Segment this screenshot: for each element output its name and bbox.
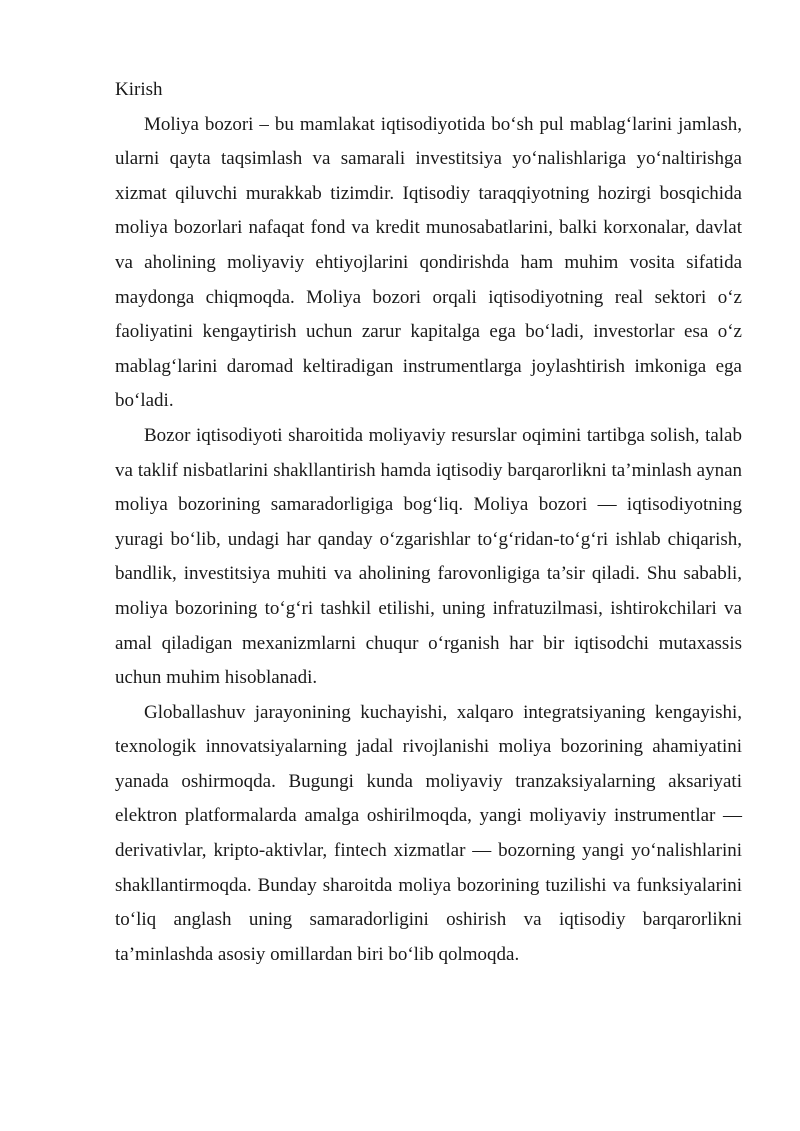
paragraph-2: Bozor iqtisodiyoti sharoitida moliyaviy resurslar oqimini tartibga solish, talab va taklif nisbatlarini shakllantirish hamda iqtisodiy barqarorlikni ta’minlash aynan moliya bozorining samaradorligiga bog‘liq. Moliya bozori — iqtisodiyotning yuragi bo‘lib, undagi har qanday o‘zgarishlar to‘g‘ridan-to‘g‘ri ishlab chiqarish, bandlik, investitsiya muhiti va aholining farovonligiga ta’sir qiladi. Shu sababli, moliya bozorining to‘g‘ri tashkil etilishi, uning infratuzilmasi, ishtirokchilari va amal qiladigan mexanizmlarni chuqur o‘rganish har bir iqtisodchi mutaxassis uchun muhim hisoblanadi. (115, 424, 742, 689)
document-body (115, 73, 742, 972)
section-heading: Kirish (115, 79, 163, 100)
paragraph-1: Moliya bozori – bu mamlakat iqtisodiyotida bo‘sh pul mablag‘larini jamlash, ularni qayta taqsimlash va samarali investitsiya yo‘nalishlariga yo‘naltirishga xizmat qiluvchi murakkab tizimdir. Iqtisodiy taraqqiyotning hozirgi bosqichida moliya bozorlari nafaqat fond va kredit munosabatlarini, balki korxonalar, davlat va aholining moliyaviy ehtiyojlarini qondirishda ham muhim vosita sifatida maydonga chiqmoqda. Moliya bozori orqali iqtisodiyotning real sektori o‘z faoliyatini kengaytirish uchun zarur kapitalga ega bo‘ladi, investorlar esa o‘z mablag‘larini daromad keltiradigan instrumentlarga joylashtirish imkoniga ega bo‘ladi. (115, 113, 742, 412)
paragraph-3: Globallashuv jarayonining kuchayishi, xalqaro integratsiyaning kengayishi, texnologik innovatsiyalarning jadal rivojlanishi moliya bozorining ahamiyatini yanada oshirmoqda. Bugungi kunda moliyaviy tranzaksiyalarning aksariyati elektron platformalarda amalga oshirilmoqda, yangi moliyaviy instrumentlar — derivativlar, kripto-aktivlar, fintech xizmatlar — bozorning yangi yo‘nalishlarini shakllantirmoqda. Bunday sharoitda moliya bozorining tuzilishi va funksiyalarini to‘liq anglash uning samaradorligini oshirish va iqtisodiy barqarorlikni ta’minlashda asosiy omillardan biri bo‘lib qolmoqda. (115, 701, 742, 965)
